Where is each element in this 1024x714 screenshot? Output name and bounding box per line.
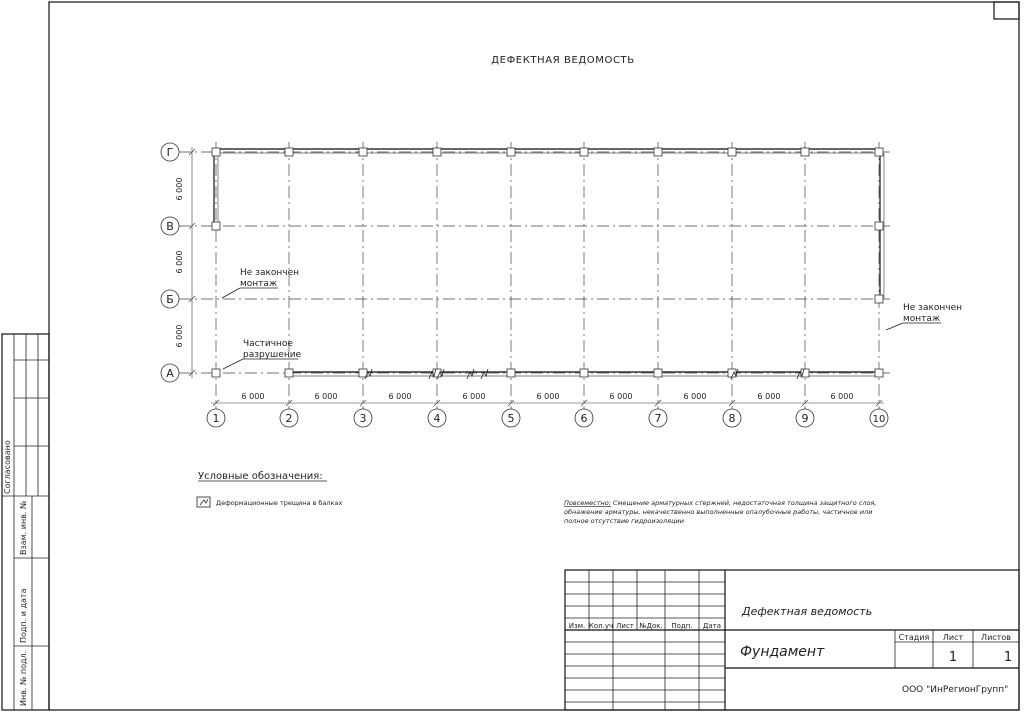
axis-label-g: Г [166, 146, 174, 159]
stage-label: Стадия [898, 633, 930, 642]
svg-text:монтаж: монтаж [903, 314, 941, 324]
column-top-2 [285, 148, 293, 156]
sign-date-label: Подп. и дата [19, 588, 28, 643]
svg-text:монтаж: монтаж [240, 279, 278, 289]
col-list: Лист [616, 622, 634, 630]
svg-text:разрушение: разрушение [243, 350, 302, 360]
row-dimension-labels [175, 178, 184, 348]
svg-text:Повсеместно: Смещение арматурн [564, 499, 877, 507]
document-name: Дефектная ведомость [742, 605, 873, 618]
axis-label-2: 2 [285, 412, 293, 425]
span-dim-5: 6 000 [536, 392, 560, 401]
column-top-5 [507, 148, 515, 156]
general-note [564, 499, 877, 525]
column-b-10 [875, 295, 883, 303]
agreed-label: Согласовано [3, 440, 12, 494]
corner-box [994, 2, 1019, 19]
column-top-10 [875, 148, 883, 156]
span-dim-7: 6 000 [683, 392, 707, 401]
col-podp: Подп. [671, 622, 693, 630]
span-dimension-labels [242, 392, 854, 401]
col-ndok: №Док. [639, 622, 663, 630]
crack-legend-label: Деформационные трещина в балках [216, 499, 343, 507]
crack-mark-4 [467, 369, 474, 379]
object-name: Фундамент [740, 644, 825, 660]
column-bottom-5 [507, 369, 515, 377]
organization-name: ООО "ИнРегионГрупп" [902, 685, 1009, 695]
axis-label-7: 7 [654, 412, 662, 425]
column-top-8 [728, 148, 736, 156]
sheets-label: Листов [981, 633, 1011, 642]
column-bottom-3 [359, 369, 367, 377]
general-note-line1: Смещение арматурных стержней, недостаточная толщина защитного слоя, [610, 499, 877, 507]
row-dim-1: 6 000 [175, 177, 184, 201]
span-dim-1: 6 000 [241, 392, 265, 401]
crack-mark-5 [481, 369, 488, 379]
column-bottom-1 [212, 369, 220, 377]
general-note-prefix: Повсеместно: [564, 499, 611, 507]
span-dim-8: 6 000 [757, 392, 781, 401]
drawing-frame [49, 2, 1019, 710]
column-bottom-7 [654, 369, 662, 377]
general-note-line2: обнажение арматуры, некачественно выполненные опалубочные работы, частичное или [564, 508, 873, 516]
svg-text:Не закончен: Не закончен [240, 268, 300, 278]
columns [212, 148, 883, 377]
axis-label-3: 3 [359, 412, 367, 425]
column-top-6 [580, 148, 588, 156]
note-partial-destruction [223, 339, 302, 369]
col-data: Дата [702, 622, 722, 630]
note-incomplete-left [222, 268, 299, 298]
span-dim-2: 6 000 [314, 392, 338, 401]
svg-text:Не закончен: Не закончен [903, 303, 963, 313]
axis-label-4: 4 [433, 412, 441, 425]
side-stamp [2, 334, 49, 710]
axis-label-6: 6 [580, 412, 588, 425]
col-izm: Изм. [568, 622, 586, 630]
axis-label-v: В [166, 220, 174, 233]
column-bottom-6 [580, 369, 588, 377]
general-note-line3: полное отсутствие гидроизоляции [564, 517, 684, 525]
inv-orig-label: Инв. № подл. [19, 650, 28, 706]
legend [197, 471, 342, 507]
column-top-3 [359, 148, 367, 156]
vertical-axes [216, 142, 879, 409]
span-dim-4: 6 000 [462, 392, 486, 401]
legend-title: Условные обозначения: [198, 471, 323, 482]
svg-text:Частичное: Частичное [243, 339, 293, 349]
sheet-value: 1 [948, 650, 958, 665]
number-axis-bubbles [207, 409, 888, 427]
note-incomplete-right [886, 303, 962, 330]
col-kol: Кол.уч [588, 622, 614, 630]
column-top-1 [212, 148, 220, 156]
column-top-4 [433, 148, 441, 156]
column-top-7 [654, 148, 662, 156]
foundation-plan [161, 142, 962, 427]
axis-label-b: Б [166, 293, 174, 306]
drawing-title: ДЕФЕКТНАЯ ВЕДОМОСТЬ [491, 55, 635, 66]
axis-label-1: 1 [212, 412, 220, 425]
axis-label-10: 10 [872, 414, 886, 425]
replace-inv-label: Взам. инв. № [19, 500, 28, 555]
column-v-1 [212, 222, 220, 230]
beams [214, 149, 884, 376]
column-top-9 [801, 148, 809, 156]
sheet-label: Лист [942, 633, 964, 642]
axis-label-5: 5 [507, 412, 515, 425]
span-dim-9: 6 000 [830, 392, 854, 401]
column-bottom-2 [285, 369, 293, 377]
row-dim-2: 6 000 [175, 250, 184, 274]
column-v-10 [875, 222, 883, 230]
row-dim-3: 6 000 [175, 324, 184, 348]
axis-label-a: А [166, 367, 174, 380]
sheets-value: 1 [1003, 650, 1013, 665]
span-dim-3: 6 000 [388, 392, 412, 401]
axis-label-9: 9 [801, 412, 809, 425]
crack-legend-icon [197, 497, 210, 507]
axis-label-8: 8 [728, 412, 736, 425]
title-block [565, 570, 1019, 710]
span-dim-6: 6 000 [609, 392, 633, 401]
column-bottom-10 [875, 369, 883, 377]
